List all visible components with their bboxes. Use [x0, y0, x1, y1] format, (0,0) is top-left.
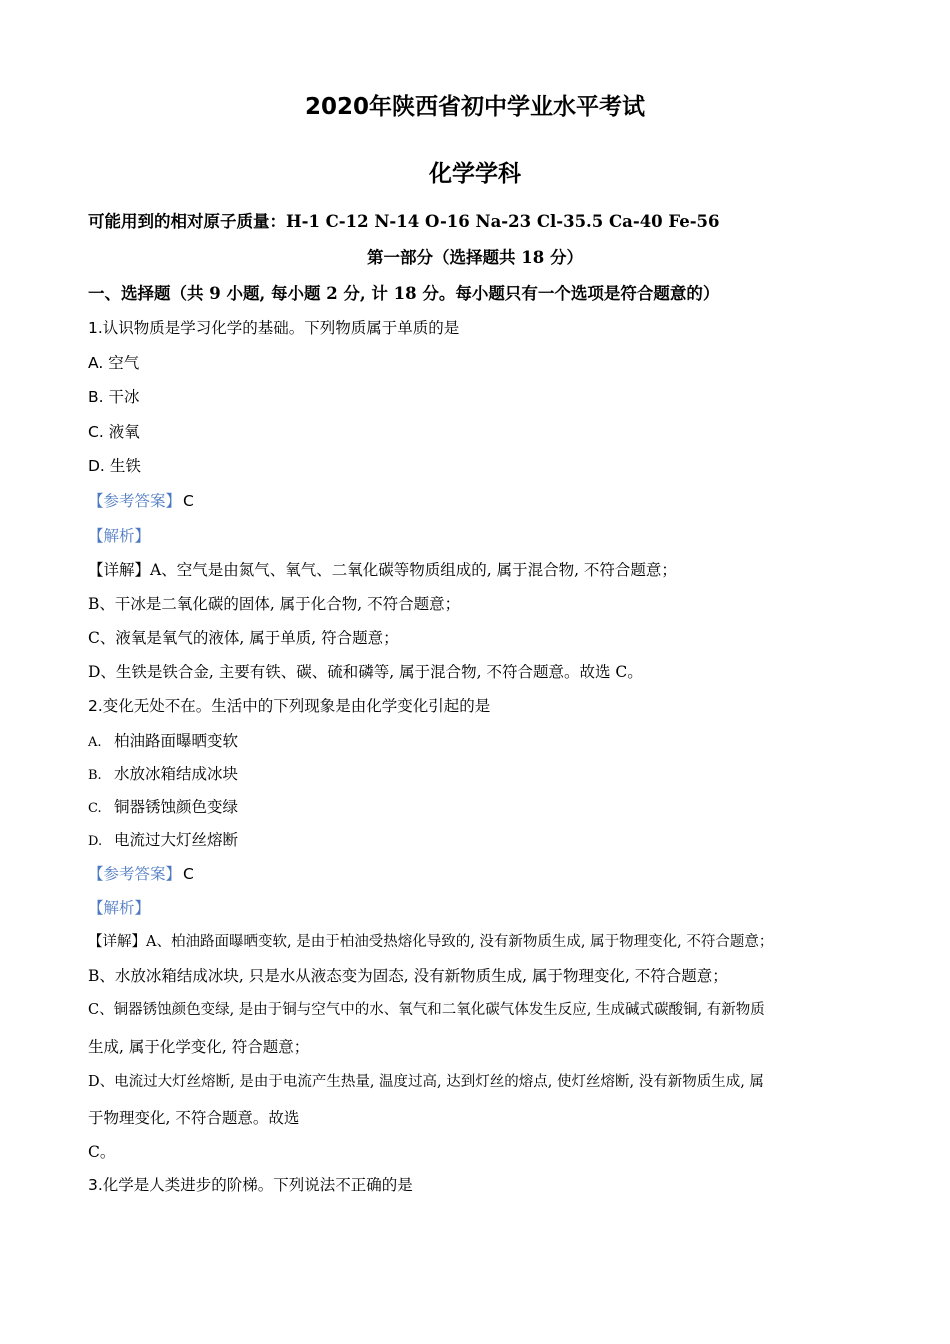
- q2-detail-line: C、铜器锈蚀颜色变绿, 是由于铜与空气中的水、氧气和二氧化碳气体发生反应, 生成碱式碳酸铜, 有新物质: [88, 1002, 765, 1018]
- option-letter: D.: [88, 457, 105, 475]
- option-letter: B.: [88, 388, 104, 406]
- question-1-number: 1.: [88, 319, 103, 337]
- q2-detail-line: [88, 930, 773, 951]
- part-heading: 第一部分（选择题共 18 分）: [367, 248, 583, 267]
- answer-label: 【参考答案】: [88, 865, 182, 883]
- detail-label: 【详解】: [88, 934, 146, 950]
- option-text: 柏油路面曝晒变软: [114, 732, 239, 750]
- section-heading: 一、选择题（共 9 小题, 每小题 2 分, 计 18 分。每小题只有一个选项是符合题意的）: [88, 284, 720, 303]
- q1-answer: [88, 489, 194, 511]
- q2-answer: [88, 862, 194, 884]
- option-text: 液氧: [108, 423, 140, 441]
- question-2-text: 变化无处不在。生活中的下列现象是由化学变化引起的是: [102, 697, 491, 715]
- q1-detail-line: D、生铁是铁合金, 主要有铁、碳、硫和磷等, 属于混合物, 不符合题意。故选 C。: [88, 663, 643, 681]
- option-letter: D.: [88, 834, 103, 849]
- q1-option-c: [88, 420, 140, 442]
- q2-option-d: [88, 828, 238, 850]
- q2-detail-line: 生成, 属于化学变化, 符合题意；: [88, 1038, 310, 1056]
- q2-detail-line: B、水放冰箱结成冰块, 只是水从液态变为固态, 没有新物质生成, 属于物理变化, 不符合题意；: [88, 967, 728, 985]
- subject-title: 化学学科: [429, 161, 521, 187]
- option-letter: B.: [88, 768, 102, 783]
- q2-option-a: [88, 729, 238, 751]
- q2-option-b: [88, 762, 238, 784]
- option-text: 电流过大灯丝熔断: [114, 831, 239, 849]
- q1-option-b: [88, 385, 140, 407]
- option-letter: C.: [88, 423, 104, 441]
- question-3-stem: [88, 1173, 413, 1195]
- question-3-number: 3.: [88, 1176, 103, 1194]
- q2-detail-line: 于物理变化, 不符合题意。故选: [88, 1109, 300, 1127]
- answer-value: C: [183, 492, 194, 510]
- option-text: 干冰: [108, 388, 140, 406]
- option-text: 水放冰箱结成冰块: [114, 765, 239, 783]
- option-text: 生铁: [109, 457, 141, 475]
- option-letter: A.: [88, 735, 102, 750]
- answer-value: C: [183, 865, 194, 883]
- option-text: 铜器锈蚀颜色变绿: [114, 798, 239, 816]
- question-2-number: 2.: [88, 697, 103, 715]
- detail-label: 【详解】: [88, 561, 151, 579]
- q1-option-a: [88, 351, 139, 373]
- option-letter: C.: [88, 801, 102, 816]
- option-letter: A.: [88, 354, 104, 372]
- q1-detail-line: [88, 558, 677, 580]
- question-1-stem: [88, 316, 459, 338]
- q2-option-c: [88, 795, 238, 817]
- question-1-text: 认识物质是学习化学的基础。下列物质属于单质的是: [102, 319, 460, 337]
- q1-analysis-label: 【解析】: [88, 527, 151, 545]
- q2-analysis-label: 【解析】: [88, 899, 151, 917]
- q2-detail-line: C。: [88, 1143, 116, 1161]
- q1-detail-line: B、干冰是二氧化碳的固体, 属于化合物, 不符合题意；: [88, 595, 461, 613]
- atomic-masses: 可能用到的相对原子质量：H-1 C-12 N-14 O-16 Na-23 Cl-35.5 Ca-40 Fe-56: [88, 212, 720, 231]
- q1-option-d: [88, 454, 141, 476]
- exam-title: 2020年陕西省初中学业水平考试: [304, 94, 645, 120]
- detail-text: A、空气是由氮气、氧气、二氧化碳等物质组成的, 属于混合物, 不符合题意；: [150, 561, 677, 579]
- q1-detail-line: C、液氧是氧气的液体, 属于单质, 符合题意；: [88, 629, 399, 647]
- q2-detail-line: D、电流过大灯丝熔断, 是由于电流产生热量, 温度过高, 达到灯丝的熔点, 使灯丝熔断, 没有新物质生成, 属: [88, 1074, 764, 1090]
- detail-text: A、柏油路面曝晒变软, 是由于柏油受热熔化导致的, 没有新物质生成, 属于物理变化, 不符合题意；: [146, 934, 774, 950]
- option-text: 空气: [108, 354, 140, 372]
- question-2-stem: [88, 694, 490, 716]
- question-3-text: 化学是人类进步的阶梯。下列说法不正确的是: [102, 1176, 413, 1194]
- answer-label: 【参考答案】: [88, 492, 182, 510]
